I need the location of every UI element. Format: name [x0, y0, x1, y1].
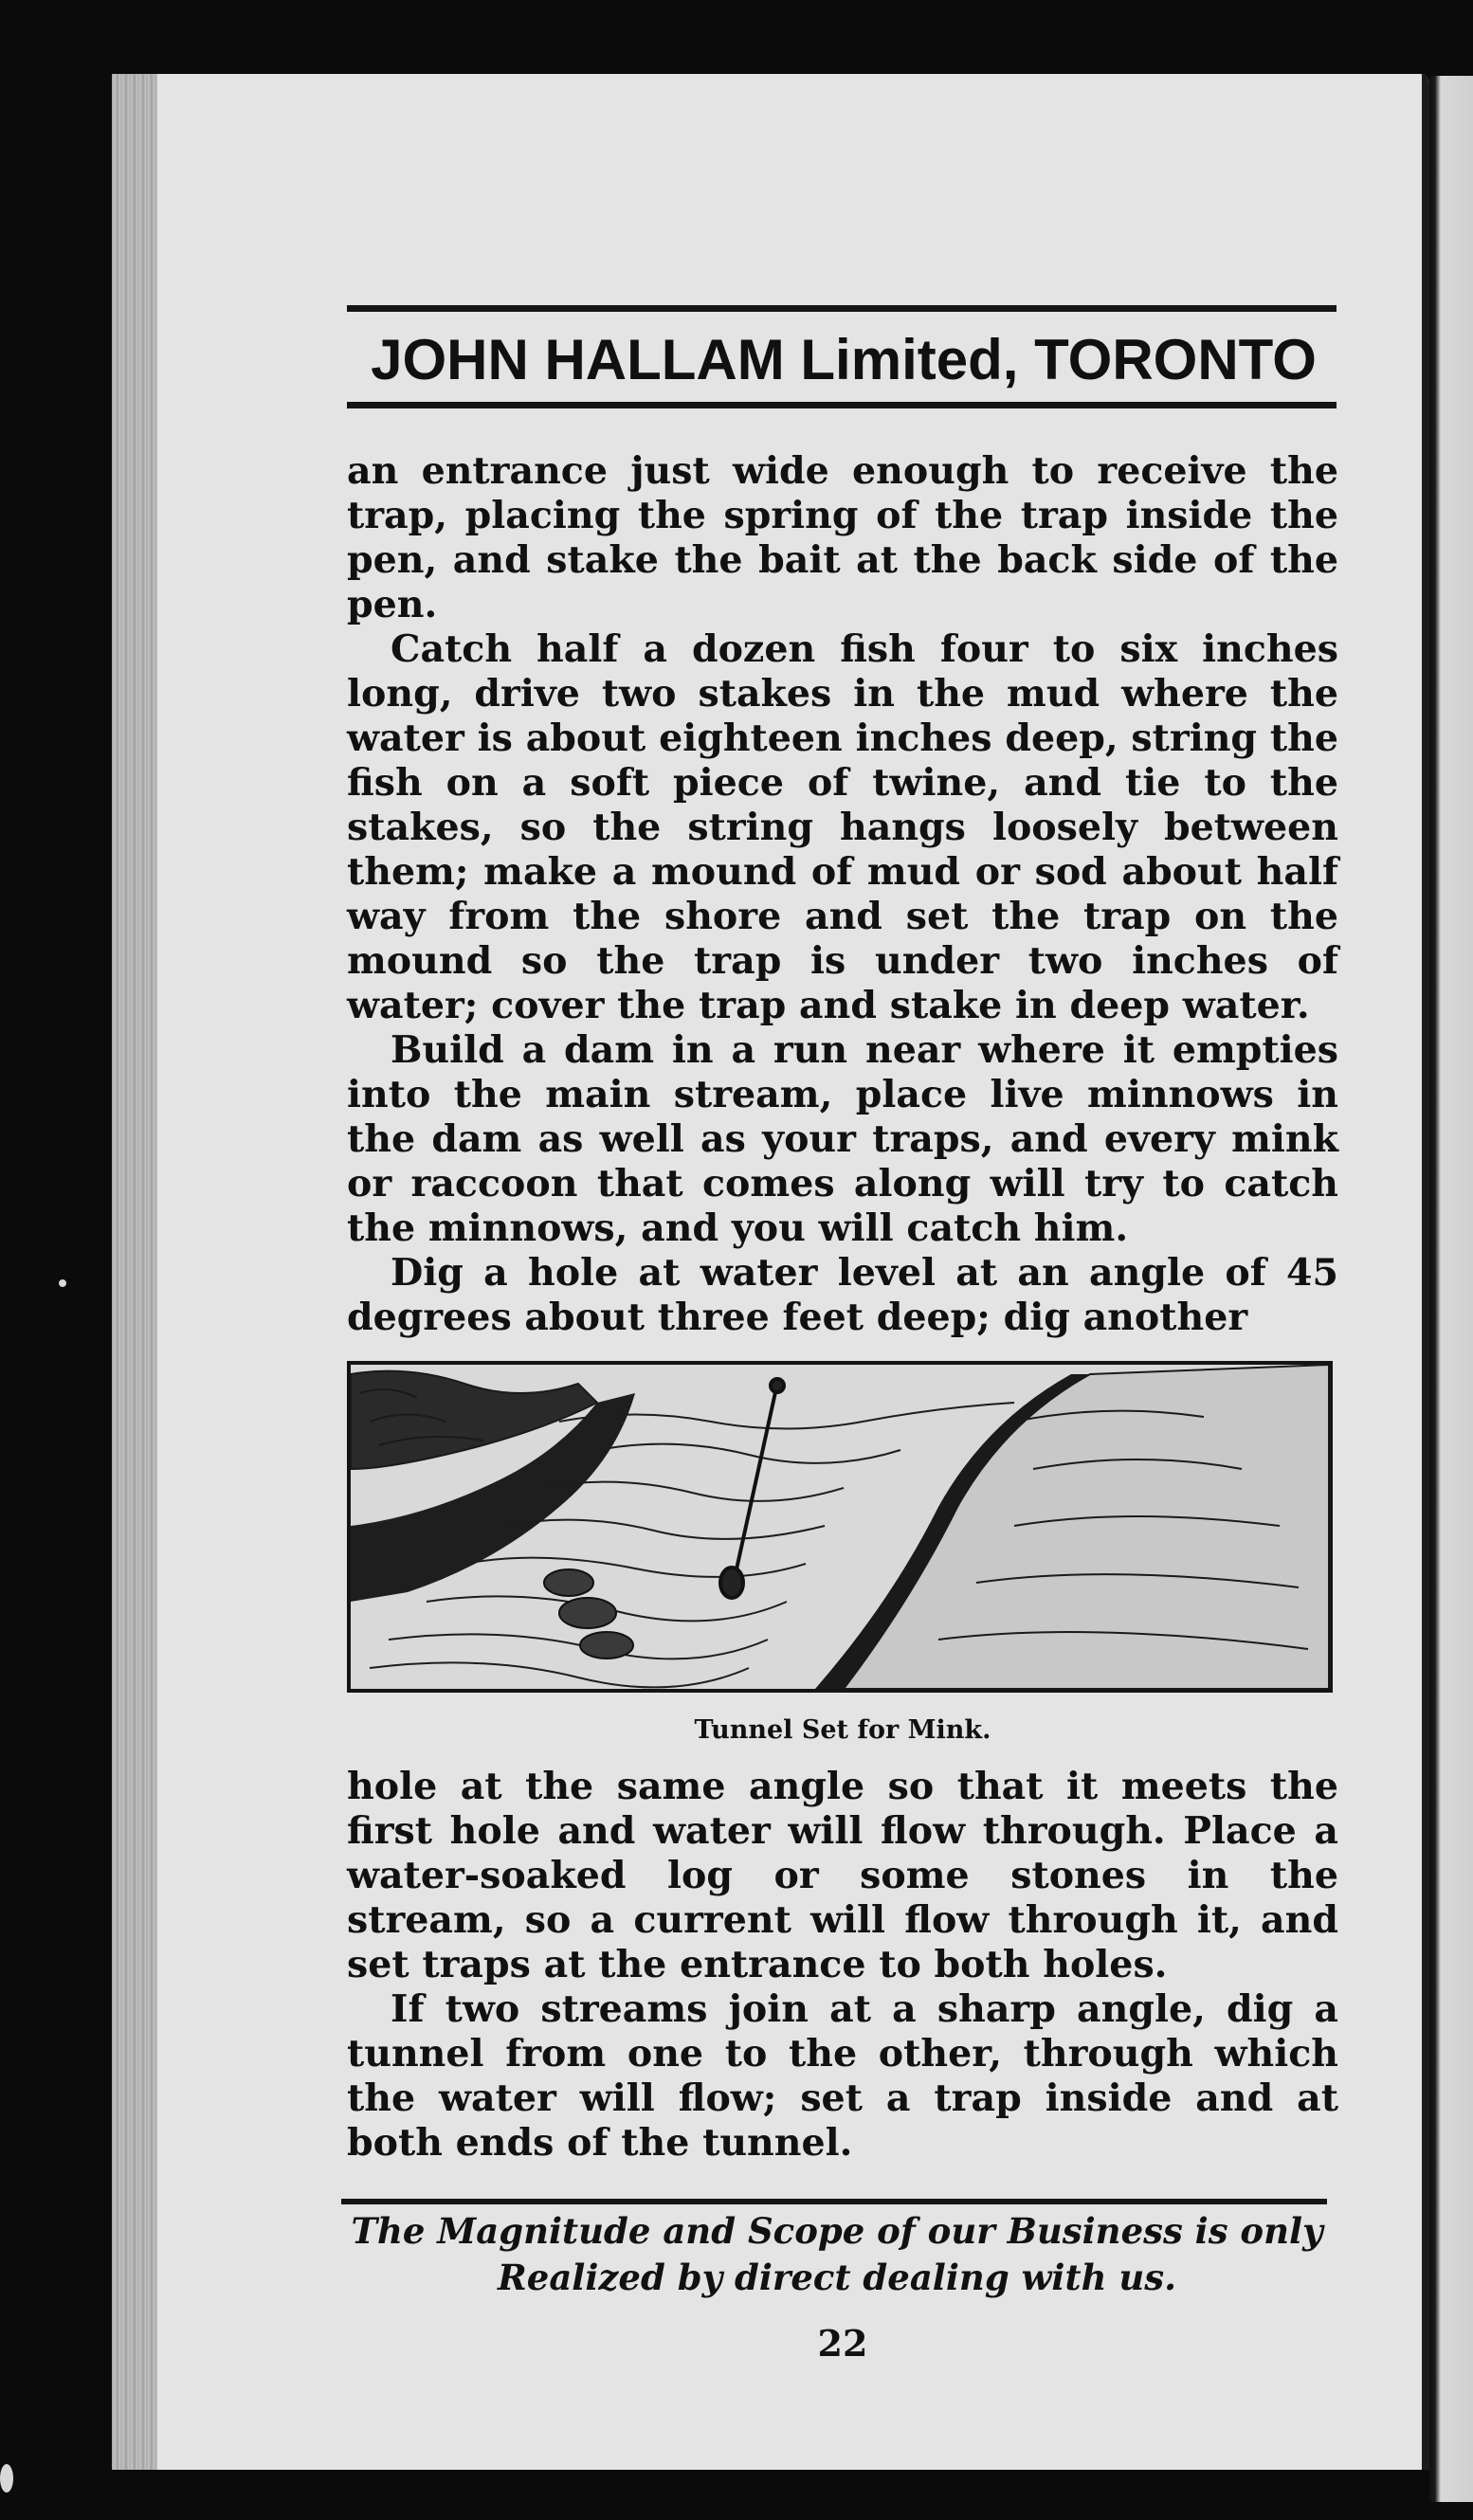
illustration-caption: Tunnel Set for Mink.: [694, 1715, 991, 1745]
body-paragraph: If two streams join at a sharp angle, dig a tunnel from one to the other, through which the water will flow; set a trap inside and at both ends of the tunnel.: [347, 1987, 1338, 2165]
scan-speck: [0, 2464, 13, 2493]
page-number: 22: [817, 2322, 868, 2365]
footer-slogan: [341, 2208, 1333, 2301]
header-bottom-rule: [347, 402, 1337, 408]
body-paragraph: an entrance just wide enough to receive the trap, placing the spring of the trap inside the pen, and stake the bait at the back side of the pen.: [347, 449, 1338, 626]
body-paragraph: Catch half a dozen fish four to six inches long, drive two stakes in the mud where the water is about eighteen inches deep, string the fish on a soft piece of twine, and tie to the stakes, so the string hangs loosely between them; make a mound of mud or sod about half way from the shore and set the trap on the mound so the trap is under two inches of water; cover the trap and stake in deep water.: [347, 627, 1338, 1027]
scan-speck: [59, 1279, 66, 1287]
header-title: JOHN HALLAM Limited, TORONTO: [371, 328, 1317, 391]
footer-slogan-line2: Realized by direct dealing with us.: [498, 2257, 1176, 2298]
body-paragraph: Build a dam in a run near where it empties into the main stream, place live minnows in the dam as well as your traps, and every mink or raccoon that comes along will try to catch the minnows, and you will catch him.: [347, 1028, 1338, 1250]
footer-rule: [341, 2199, 1327, 2204]
adjacent-page-edge: [1429, 76, 1473, 2502]
engraving-image: [351, 1365, 1329, 1689]
body-paragraph: Dig a hole at water level at an angle of 45 degrees about three feet deep; dig another: [347, 1251, 1338, 1339]
body-text-lower: [347, 1765, 1338, 2166]
body-paragraph: hole at the same angle so that it meets the first hole and water will flow through. Place a water-soaked log or some stones in the stream, so a current will flow through it, and set traps at the entrance to both holes.: [347, 1765, 1338, 1986]
header-top-rule: [347, 305, 1337, 312]
page-binding-edge: [112, 74, 157, 2470]
footer-slogan-line1: The Magnitude and Scope of our Business is only: [351, 2210, 1323, 2252]
page-right-border: [1422, 74, 1429, 2470]
body-text-upper: [347, 449, 1338, 1340]
mink-tunnel-illustration: [347, 1361, 1333, 1693]
